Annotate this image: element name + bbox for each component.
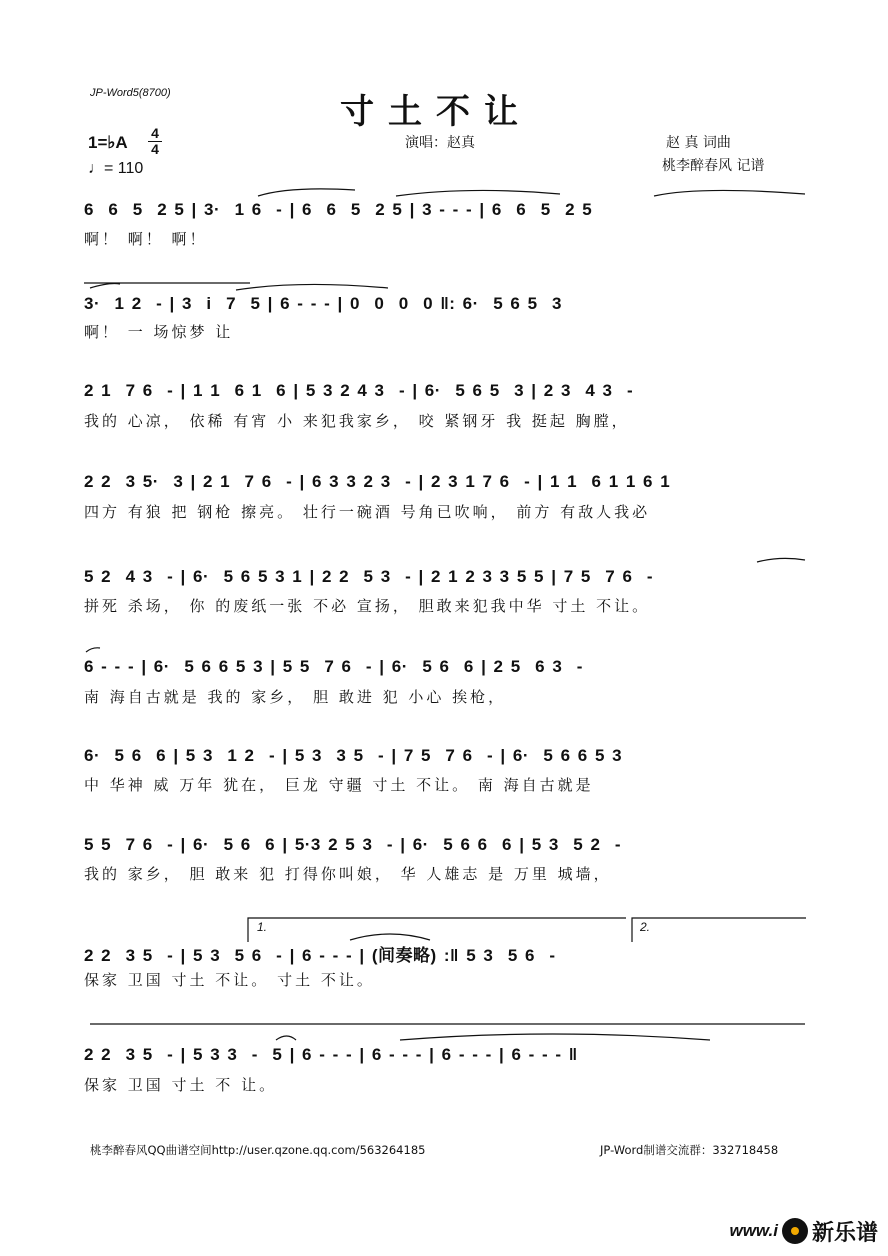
slur xyxy=(86,648,100,652)
notes-line: 6 - - - | 6· 5 6 6 5 3 | 5 5 7 6 - | 6· 5 6 6 | 2 5 6 3 - xyxy=(84,657,583,676)
page-title: 寸土不让 xyxy=(340,92,532,132)
singer-credit: 演唱：赵真 xyxy=(405,135,475,151)
slur xyxy=(350,934,430,940)
notes-line: 5 2 4 3 - | 6· 5 6 5 3 1 | 2 2 5 3 - | 2 1 2 3 3 5 5 | 7 5 7 6 - xyxy=(84,567,654,586)
lyrics-line-2: 啊！ 一 场惊梦 让 xyxy=(84,323,234,341)
lyrics-line-3: 我的 心凉， 依稀 有宵 小 来犯我家乡， 咬 紧钢牙 我 挺起 胸膛， xyxy=(84,412,630,430)
transcriber-credit: 桃李醉春风 记谱 xyxy=(662,158,765,174)
slur xyxy=(276,1036,296,1040)
slur xyxy=(236,284,388,290)
lyrics-line-9: 保家 卫国 寸土 不让。 寸土 不让。 xyxy=(84,971,375,989)
notes-line: 5 5 7 6 - | 6· 5 6 6 | 5·3 2 5 3 - | 6· 5 6 6 6 | 5 3 5 2 - xyxy=(84,835,622,854)
volta-1-label: 1. xyxy=(257,920,268,934)
volta-2-bracket xyxy=(632,918,806,942)
slur xyxy=(396,190,560,196)
notes-line: 6 6 5 2 5 | 3· 1 6 - | 6 6 5 2 5 | 3 - - - | 6 6 5 2 5 xyxy=(84,200,593,219)
slur xyxy=(400,1034,710,1040)
notes-line: 2 2 3 5 - | 5 3 3 - 5 | 6 - - - | 6 - - - | 6 - - - | 6 - - - ‖ xyxy=(84,1045,578,1064)
footer-left: 桃李醉春风QQ曲谱空间http://user.qzone.qq.com/563264185 xyxy=(90,1143,426,1157)
record-disc-icon xyxy=(782,1218,808,1244)
slur xyxy=(654,190,805,196)
slur xyxy=(90,284,120,289)
lyrics-line-7: 中 华神 威 万年 犹在， 巨龙 守疆 寸土 不让。 南 海自古就是 xyxy=(84,776,594,794)
time-sig-bottom: 4 xyxy=(148,141,162,157)
notes-line: 3· 1 2 - | 3 i 7 5 | 6 - - - | 0 0 0 0 ‖: 6· 5 6 5 3 xyxy=(84,294,562,313)
volta-1-bracket xyxy=(248,918,626,942)
key-signature: 1=♭A xyxy=(88,133,128,152)
lyrics-line-5: 拼死 杀场， 你 的废纸一张 不必 宣扬， 胆敢来犯我中华 寸土 不让。 xyxy=(84,597,651,615)
composer-credit: 赵 真 词曲 xyxy=(666,135,731,151)
notes-line: 2 2 3 5 - | 5 3 5 6 - | 6 - - - | (间奏略) :‖ 5 3 5 6 - xyxy=(84,946,556,965)
notes-line: 6· 5 6 6 | 5 3 1 2 - | 5 3 3 5 - | 7 5 7 6 - | 6· 5 6 6 5 3 xyxy=(84,746,623,765)
time-sig-top: 4 xyxy=(151,125,159,141)
lyrics-line-8: 我的 家乡， 胆 敢来 犯 打得你叫娘， 华 人雄志 是 万里 城墙， xyxy=(84,865,612,883)
notes-line: 2 2 3 5· 3 | 2 1 7 6 - | 6 3 3 2 3 - | 2 3 1 7 6 - | 1 1 6 1 1 6 1 xyxy=(84,472,671,491)
volta-2-label: 2. xyxy=(640,920,651,934)
software-watermark: JP-Word5(8700) xyxy=(90,87,171,99)
footer-right: JP-Word制谱交流群：332718458 xyxy=(600,1143,779,1157)
lyrics-line-4: 四方 有狼 把 钢枪 擦亮。 壮行一碗酒 号角已吹响， 前方 有敌人我必 xyxy=(84,503,651,521)
slur xyxy=(258,189,355,196)
logo-url: www.i xyxy=(729,1221,778,1240)
lyrics-line-1: 啊！ 啊！ 啊！ xyxy=(84,230,208,248)
slur xyxy=(757,558,805,562)
lyrics-line-10: 保家 卫国 寸土 不 让。 xyxy=(84,1076,278,1094)
notes-line: 2 1 7 6 - | 1 1 6 1 6 | 5 3 2 4 3 - | 6· 5 6 5 3 | 2 3 4 3 - xyxy=(84,381,634,400)
logo-name: 新乐谱 xyxy=(811,1220,878,1246)
lyrics-line-6: 南 海自古就是 我的 家乡， 胆 敢进 犯 小心 挨枪， xyxy=(84,688,507,706)
site-logo[interactable] xyxy=(729,1214,878,1248)
tempo-marking: ♩= 110 xyxy=(88,160,144,177)
